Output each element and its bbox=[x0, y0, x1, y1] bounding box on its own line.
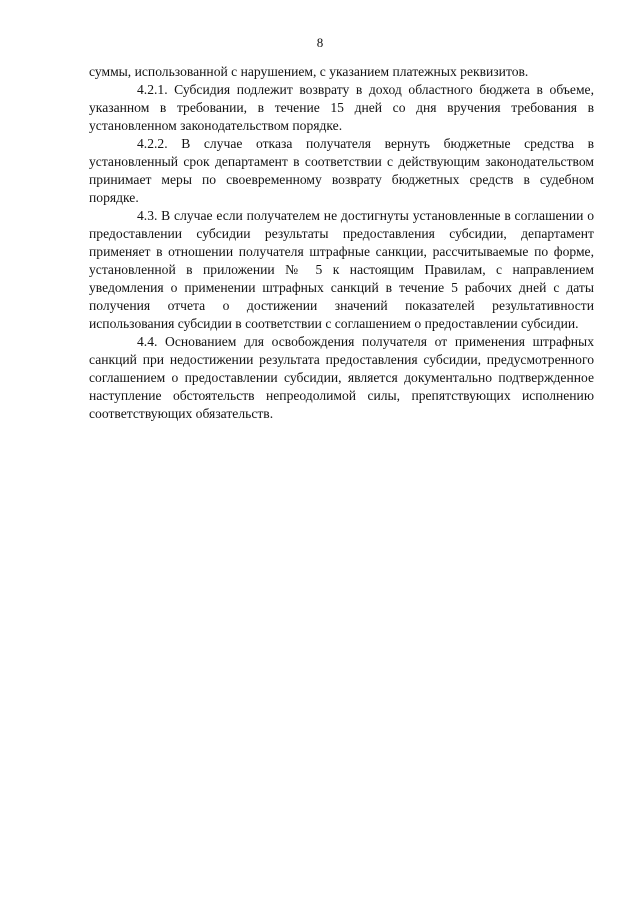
paragraph-continuation: суммы, использованной с нарушением, с указанием платежных реквизитов. bbox=[89, 64, 529, 79]
paragraph-4-2-2: 4.2.2. В случае отказа получателя вернуть бюджетные средства в установленный срок департамент в соответствии с действующим законодательством принимает меры по своевременному возврату бюджетных средств в судебном порядке. bbox=[89, 136, 594, 205]
paragraph-4-2-1: 4.2.1. Субсидия подлежит возврату в доход областного бюджета в объеме, указанном в требовании, в течение 15 дней со дня вручения требования в установленном законодательством порядке. bbox=[89, 82, 594, 133]
page-number: 8 bbox=[316, 35, 324, 50]
paragraph-4-3: 4.3. В случае если получателем не достигнуты установленные в соглашении о предоставлении субсидии результаты предоставления субсидии, департамент применяет в отношении получателя штрафные санкции, рассчитываемые по форме, установленной в приложении № 5 к настоящим Правилам, с направлением уведомления о применении штрафных санкций в течение 5 рабочих дней с даты получения отчета о достижении значений показателей результативности использования субсидии в соответствии с соглашением о предоставлении субсидии. bbox=[89, 208, 594, 331]
document-body bbox=[89, 63, 594, 423]
paragraph-4-4: 4.4. Основанием для освобождения получателя от применения штрафных санкций при недостижении результата предоставления субсидии, предусмотренного соглашением о предоставлении субсидии, является документально подтвержденное наступление обстоятельств непреодолимой силы, препятствующих исполнению соответствующих обязательств. bbox=[89, 334, 594, 421]
